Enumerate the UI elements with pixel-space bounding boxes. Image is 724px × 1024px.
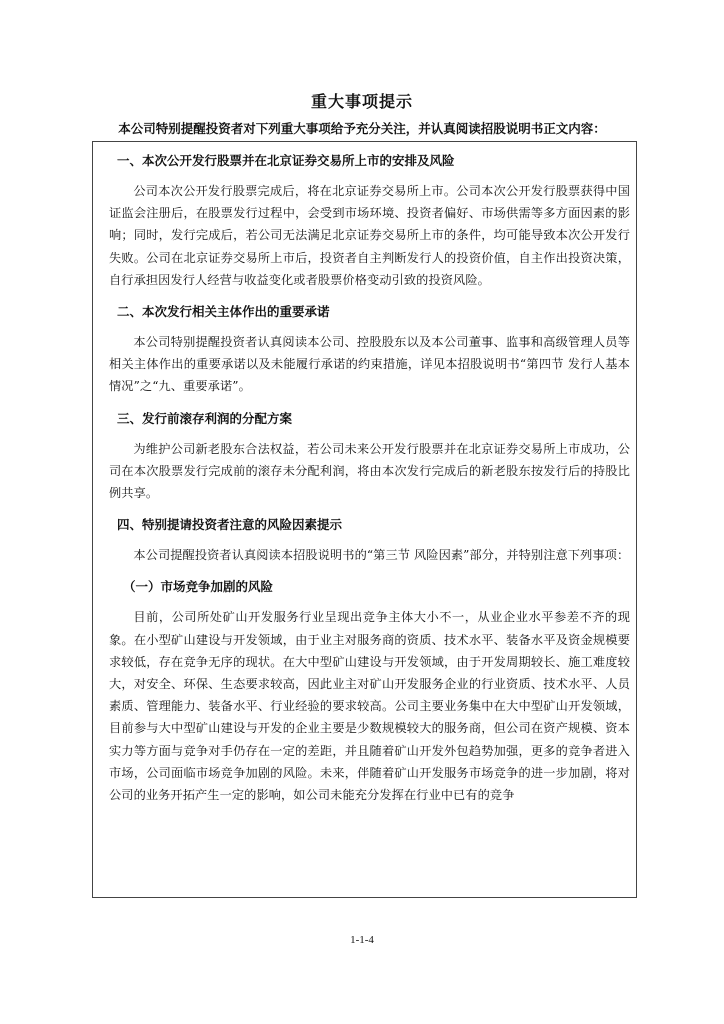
- page-subtitle: 本公司特别提醒投资者对下列重大事项给予充分关注，并认真阅读招股说明书正文内容：: [118, 121, 606, 136]
- section-paragraph-4: 本公司提醒投资者认真阅读本招股说明书的“第三节 风险因素”部分，并特别注意下列事项：: [133, 548, 630, 563]
- subsection-paragraph: 目前，公司所处矿山开发服务行业呈现出竞争主体大小不一，从业企业水平参差不齐的现象。在小型矿山建设与开发领域，由于业主对服务商的资质、技术水平、装备水平及资金规模要求较低，存在竞争无序的现状。在大中型矿山建设与开发领域，由于开发周期较长、施工难度较大，对安全、环保、生态要求较高，因此业主对矿山开发服务企业的行业资质、技术水平、人员素质、管理能力、装备水平、行业经验的要求较高。公司主要业务集中在大中型矿山开发领域，目前参与大中型矿山建设与开发的企业主要是少数规模较大的服务商，但公司在资产规模、资本实力等方面与竞争对手仍存在一定的差距，并且随着矿山开发外包趋势加强，更多的竞争者进入市场，公司面临市场竞争加剧的风险。未来，伴随着矿山开发服务市场竞争的进一步加剧，将对公司的业务开拓产生一定的影响，如公司未能充分发挥在行业中已有的竞争: [109, 610, 630, 803]
- section-heading-2: 二、本次发行相关主体作出的重要承诺: [117, 304, 330, 320]
- subsection-heading: （一）市场竞争加剧的风险: [123, 579, 274, 595]
- section-paragraph-1: 公司本次公开发行股票完成后，将在北京证券交易所上市。公司本次公开发行股票获得中国证监会注册后，在股票发行过程中，会受到市场环境、投资者偏好、市场供需等多方面因素的影响；同时，发行完成后，若公司无法满足北京证券交易所上市的条件，均可能导致本次公开发行失败。公司在北京证券交易所上市后，投资者自主判断发行人的投资价值，自主作出投资决策，自行承担因发行人经营与收益变化或者股票价格变动引致的投资风险。: [109, 184, 630, 287]
- page-number: 1-1-4: [350, 934, 374, 946]
- page-title: 重大事项提示: [310, 92, 413, 111]
- section-paragraph-2: 本公司特别提醒投资者认真阅读本公司、控股股东以及本公司董事、监事和高级管理人员等相关主体作出的重要承诺以及未能履行承诺的约束措施，详见本招股说明书“第四节 发行人基本情况”之“九、重要承诺”。: [109, 335, 630, 394]
- section-heading-4: 四、特别提请投资者注意的风险因素提示: [117, 517, 343, 533]
- section-paragraph-3: 为维护公司新老股东合法权益，若公司未来公开发行股票并在北京证券交易所上市成功，公司在本次股票发行完成前的滚存未分配利润，将由本次发行完成后的新老股东按发行后的持股比例共享。: [109, 441, 630, 501]
- section-heading-3: 三、发行前滚存利润的分配方案: [117, 410, 293, 426]
- content-frame: [92, 141, 637, 898]
- section-heading-1: 一、本次公开发行股票并在北京证券交易所上市的安排及风险: [117, 153, 455, 168]
